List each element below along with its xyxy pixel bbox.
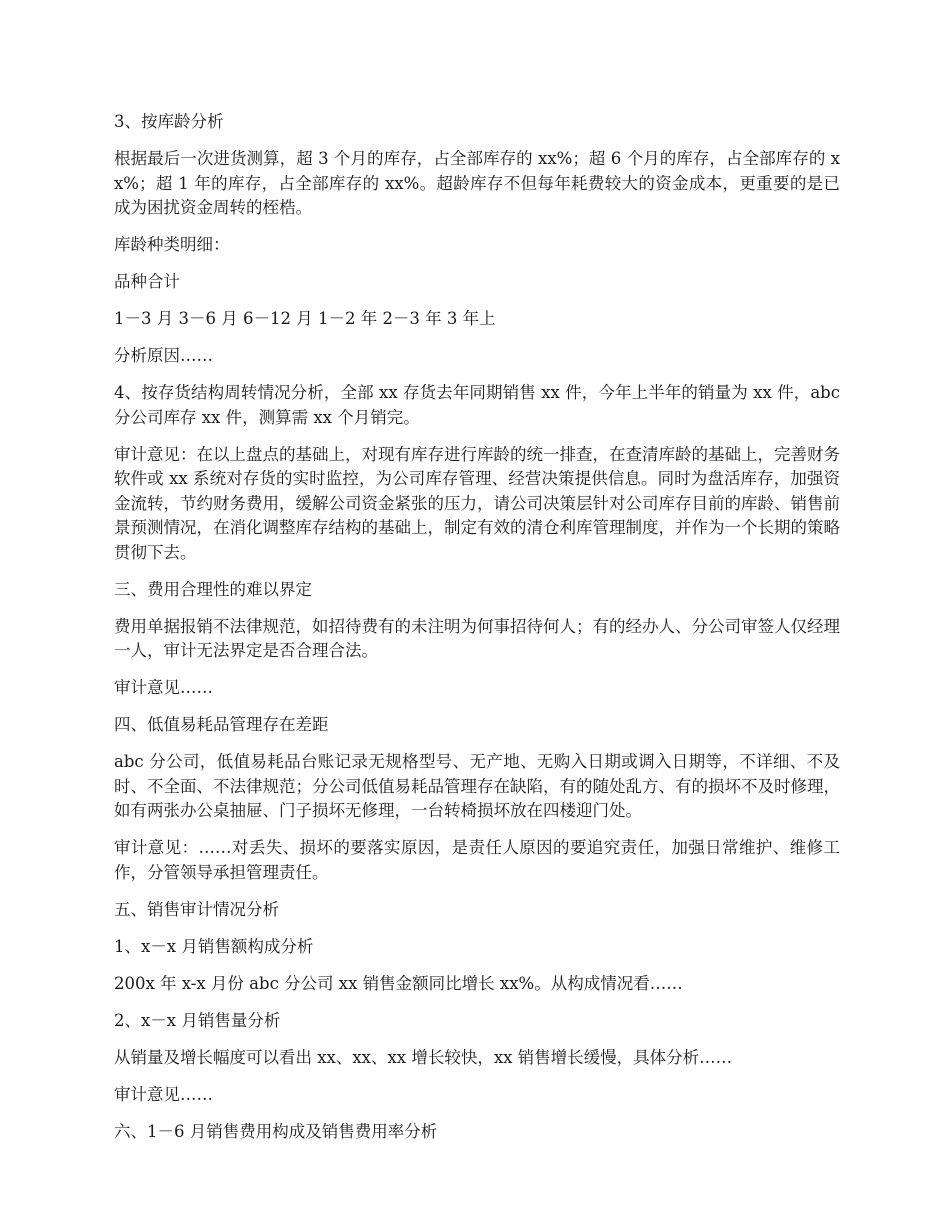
heading-inventory-age: 3、按库龄分析 [114, 112, 224, 131]
heading-sales-amount-analysis: 1、x－x 月销售额构成分析 [114, 936, 314, 956]
paragraph-inventory-age-stats: 根据最后一次进货测算，超 3 个月的库存，占全部库存的 xx%；超 6 个月的库存，占全部库存的 xx%；超 1 年的库存，占全部库存的 xx%。超龄库存不但每年耗费较大的资金成本，更重要的是已成为困扰资金周转的桎梏。 [114, 149, 840, 217]
heading-sales-audit: 五、销售审计情况分析 [114, 899, 279, 919]
paragraph-sales-volume-growth: 从销量及增长幅度可以看出 xx、xx、xx 增长较快，xx 销售增长缓慢，具体分析…… [114, 1047, 733, 1067]
paragraph-audit-opinion-expense: 审计意见…… [114, 678, 213, 697]
label-inventory-age-detail: 库龄种类明细： [114, 235, 230, 254]
label-variety-total: 品种合计 [114, 272, 180, 291]
age-bracket-row: 1－3 月 3－6 月 6－12 月 1－2 年 2－3 年 3 年上 [114, 309, 496, 328]
paragraph-audit-opinion-sales: 审计意见…… [114, 1084, 213, 1104]
paragraph-sales-amount-growth: 200x 年 x-x 月份 abc 分公司 xx 销售金额同比增长 xx%。从构成情况看…… [114, 973, 683, 993]
paragraph-analysis-reason: 分析原因…… [114, 346, 213, 365]
paragraph-low-value-consumables: abc 分公司，低值易耗品台账记录无规格型号、无产地、无购入日期或调入日期等，不详细、不及时、不全面、不法律规范；分公司低值易耗品管理存在缺陷，有的随处乱方、有的损坏不及时修理，如有两张办公桌抽屉、门子损坏无修理，一台转椅损坏放在四楼迎门处。 [114, 752, 840, 820]
document-page [114, 110, 840, 1157]
heading-sales-expense-analysis: 六、1－6 月销售费用构成及销售费用率分析 [114, 1121, 438, 1141]
paragraph-structure-turnover: 4、按存货结构周转情况分析，全部 xx 存货去年同期销售 xx 件，今年上半年的销量为 xx 件，abc 分公司库存 xx 件，测算需 xx 个月销完。 [114, 383, 840, 427]
paragraph-audit-opinion-consumables: 审计意见：……对丢失、损坏的要落实原因，是责任人原因的要追究责任，加强日常维护、维修工作，分管领导承担管理责任。 [114, 838, 840, 882]
heading-low-value-consumables: 四、低值易耗品管理存在差距 [114, 715, 329, 734]
paragraph-expense-receipts: 费用单据报销不法律规范，如招待费有的未注明为何事招待何人；有的经办人、分公司审签人仅经理一人，审计无法界定是否合理合法。 [114, 616, 840, 660]
heading-expense-reasonableness: 三、费用合理性的难以界定 [114, 579, 312, 599]
paragraph-audit-opinion-inventory: 审计意见：在以上盘点的基础上，对现有库存进行库龄的统一排查，在查清库龄的基础上，完善财务软件或 xx 系统对存货的实时监控，为公司库存管理、经营决策提供信息。同时为盘活库存，加强资金流转，节约财务费用，缓解公司资金紧张的压力，请公司决策层针对公司库存目前的库龄、销售前景预测情况，在消化调整库存结构的基础上，制定有效的清仓利库管理制度，并作为一个长期的策略贯彻下去。 [114, 444, 840, 562]
heading-sales-volume-analysis: 2、x－x 月销售量分析 [114, 1010, 281, 1030]
